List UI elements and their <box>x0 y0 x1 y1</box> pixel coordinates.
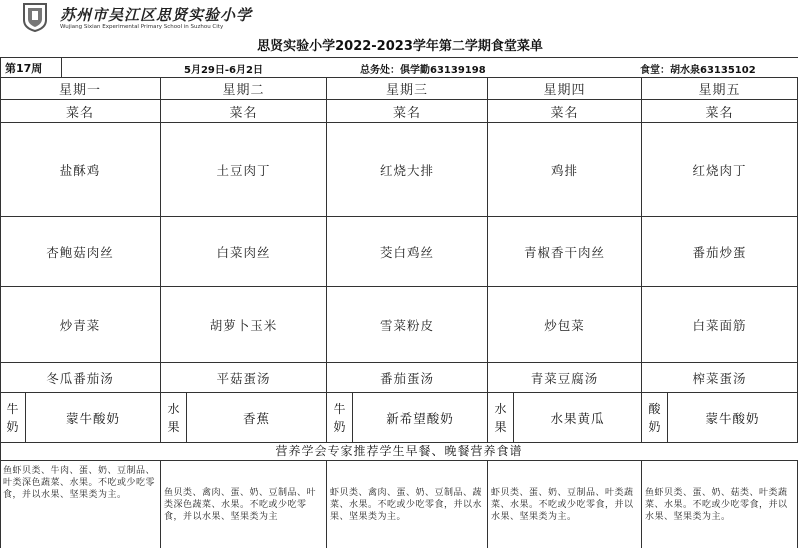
snack-item: 水果黄瓜 <box>550 410 605 426</box>
dish-cell: 鸡排 <box>488 123 642 217</box>
dish-cell: 雪菜粉皮 <box>327 287 488 363</box>
snack-type: 牛奶 <box>0 393 26 442</box>
snack-type: 水果 <box>488 393 514 442</box>
dish-column-label: 菜名 <box>327 100 488 123</box>
canteen-contact: 食堂：胡水泉63135102 <box>640 65 756 76</box>
snack-cell <box>161 393 327 443</box>
dish-column-label: 菜名 <box>161 100 327 123</box>
day-header: 星期五 <box>642 77 798 100</box>
dish-cell: 土豆肉丁 <box>161 123 327 217</box>
school-logo-icon <box>22 2 48 32</box>
week-label: 第17周 <box>5 62 43 75</box>
info-row <box>0 57 798 78</box>
dish-cell: 红烧肉丁 <box>642 123 798 217</box>
recommendation-text: 虾贝类、禽肉、蛋、奶、豆制品、蔬菜、水果。不吃或少吃零食，并以水果、坚果类为主。 <box>327 461 488 548</box>
dish-cell: 白菜肉丝 <box>161 217 327 287</box>
dish-column-label: 菜名 <box>488 100 642 123</box>
dish-cell: 胡萝卜玉米 <box>161 287 327 363</box>
snack-cell <box>488 393 642 443</box>
recommendation-text: 鱼贝类、禽肉、蛋、奶、豆制品、叶类深色蔬菜、水果。不吃或少吃零食，并以水果、坚果类为主 <box>161 461 327 548</box>
school-name: 苏州市吴江区思贤实验小学 <box>60 6 253 24</box>
day-header: 星期一 <box>0 77 161 100</box>
office-contact: 总务处：俱学勤63139198 <box>360 65 486 76</box>
snack-item: 蒙牛酸奶 <box>65 410 120 426</box>
recommendation-text: 鱼虾贝类、蛋、奶、菇类、叶类蔬菜、水果。不吃或少吃零食，并以水果、坚果类为主。 <box>642 461 798 548</box>
snack-item: 香蕉 <box>242 410 270 426</box>
recommendation-title: 营养学会专家推荐学生早餐、晚餐营养食谱 <box>0 443 798 461</box>
recommendation-row <box>0 461 798 548</box>
snack-item: 新希望酸奶 <box>386 410 454 426</box>
dish-column-label: 菜名 <box>642 100 798 123</box>
snack-type: 水果 <box>161 393 187 442</box>
dish-cell: 炒包菜 <box>488 287 642 363</box>
dish-cell: 盐酥鸡 <box>0 123 161 217</box>
dish-cell: 杏鲍菇肉丝 <box>0 217 161 287</box>
day-header: 星期四 <box>488 77 642 100</box>
dish-cell: 白菜面筋 <box>642 287 798 363</box>
snack-cell <box>642 393 798 443</box>
school-name-english: Wujiang Sixian Experimental Primary School in Suzhou City <box>60 24 224 30</box>
dish-cell: 红烧大排 <box>327 123 488 217</box>
menu-table <box>0 77 798 443</box>
dish-cell: 番茄炒蛋 <box>642 217 798 287</box>
dish-column-label: 菜名 <box>0 100 161 123</box>
day-header: 星期三 <box>327 77 488 100</box>
day-header: 星期二 <box>161 77 327 100</box>
page-title: 思贤实验小学2022-2023学年第二学期食堂菜单 <box>257 39 543 54</box>
recommendation-text: 鱼虾贝类、牛肉、蛋、奶、豆制品、叶类深色蔬菜、水果。不吃或少吃零食，并以水果、坚果类为主。 <box>0 461 161 548</box>
snack-cell <box>327 393 488 443</box>
snack-cell <box>0 393 161 443</box>
soup-cell: 榨菜蛋汤 <box>642 363 798 393</box>
snack-type: 酸奶 <box>642 393 668 442</box>
soup-cell: 番茄蛋汤 <box>327 363 488 393</box>
divider <box>61 58 62 77</box>
soup-cell: 平菇蛋汤 <box>161 363 327 393</box>
dish-cell: 炒青菜 <box>0 287 161 363</box>
recommendation-text: 虾贝类、蛋、奶、豆制品、叶类蔬菜、水果。不吃或少吃零食，并以水果、坚果类为主。 <box>488 461 642 548</box>
soup-cell: 青菜豆腐汤 <box>488 363 642 393</box>
dish-cell: 青椒香干肉丝 <box>488 217 642 287</box>
snack-type: 牛奶 <box>327 393 353 442</box>
snack-item: 蒙牛酸奶 <box>705 410 760 426</box>
soup-cell: 冬瓜番茄汤 <box>0 363 161 393</box>
date-range: 5月29日-6月2日 <box>184 65 263 76</box>
dish-cell: 茭白鸡丝 <box>327 217 488 287</box>
